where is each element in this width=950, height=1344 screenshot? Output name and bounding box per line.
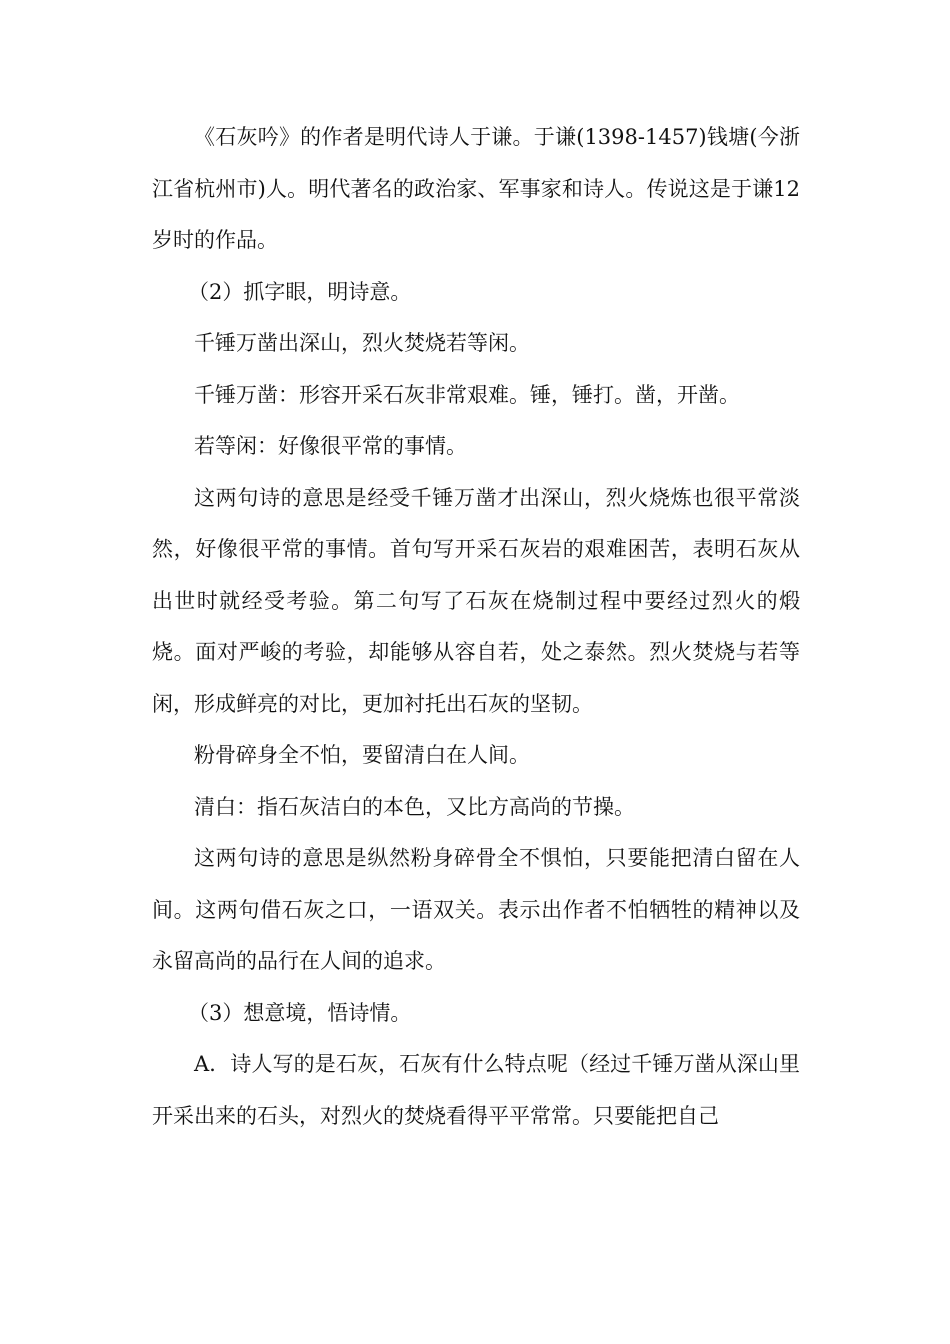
poem-line-2: 粉骨碎身全不怕，要留清白在人间。 [194, 743, 530, 767]
section-heading-2: （2）抓字眼，明诗意。 [188, 279, 412, 304]
paragraph-question-a: A．诗人写的是石灰，石灰有什么特点呢（经过千锤万凿从深山里开采出来的石头，对烈火的焚烧看得平平常常。只要能把自己 [152, 1052, 800, 1128]
paragraph-author-intro: 《石灰吟》的作者是明代诗人于谦。于谦(1398-1457)钱塘(今浙江省杭州市)人。明代著名的政治家、军事家和诗人。传说这是于谦12岁时的作品。 [152, 125, 800, 252]
poem-line-1: 千锤万凿出深山，烈火焚烧若等闲。 [194, 331, 530, 355]
document-body [152, 112, 800, 1142]
annotation-qingbai: 清白：指石灰洁白的本色，又比方高尚的节操。 [194, 794, 635, 819]
paragraph-explanation-2: 这两句诗的意思是纵然粉身碎骨全不惧怕，只要能把清白留在人间。这两句借石灰之口，一语双关。表示出作者不怕牺牲的精神以及永留高尚的品行在人间的追求。 [152, 846, 800, 973]
annotation-ruodengxian: 若等闲：好像很平常的事情。 [194, 434, 467, 458]
annotation-qianchui: 千锤万凿：形容开采石灰非常艰难。锤，锤打。凿，开凿。 [194, 382, 740, 407]
section-heading-3: （3）想意境，悟诗情。 [188, 1000, 412, 1025]
paragraph-explanation-1: 这两句诗的意思是经受千锤万凿才出深山，烈火烧炼也很平常淡然，好像很平常的事情。首句写开采石灰岩的艰难困苦，表明石灰从出世时就经受考验。第二句写了石灰在烧制过程中要经过烈火的煅烧。面对严峻的考验，却能够从容自若，处之泰然。烈火焚烧与若等闲，形成鲜亮的对比，更加衬托出石灰的坚韧。 [152, 485, 800, 716]
